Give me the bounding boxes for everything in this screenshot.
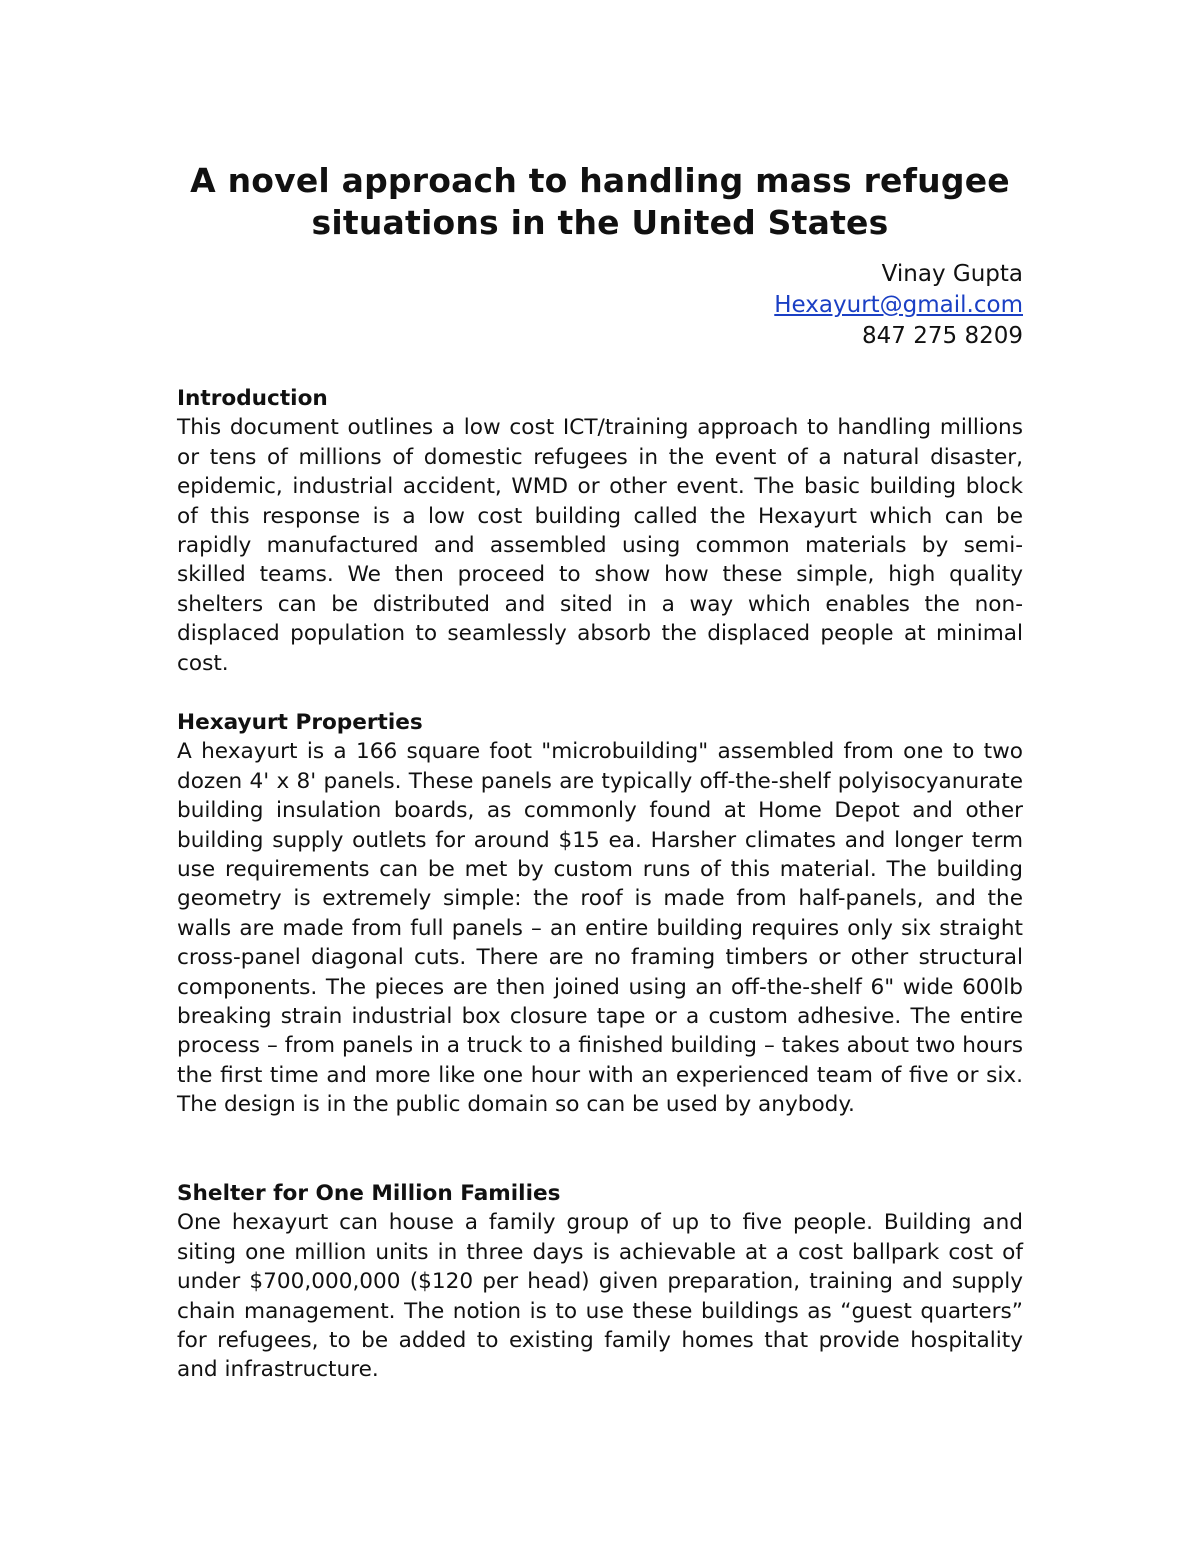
section-shelter-one-million-families bbox=[177, 1179, 1023, 1385]
section-heading: Hexayurt Properties bbox=[177, 710, 423, 735]
section-heading: Shelter for One Million Families bbox=[177, 1181, 561, 1206]
author-phone: 847 275 8209 bbox=[862, 323, 1023, 349]
section-body: A hexayurt is a 166 square foot "microbuilding" assembled from one to two dozen 4' x 8' panels. These panels are typically off-the-shelf polyisocyanurate building insulation boards, as commonly found at Home Depot and other building supply outlets for around $15 ea. Harsher climates and longer term use requirements can be met by custom runs of this material. The building geometry is extremely simple: the roof is made from half-panels, and the walls are made from full panels – an entire building requires only six straight cross-panel diagonal cuts. There are no framing timbers or other structural components. The pieces are then joined using an off-the-shelf 6" wide 600lb breaking strain industrial box closure tape or a custom adhesive. The entire process – from panels in a truck to a finished building – takes about two hours the first time and more like one hour with an experienced team of five or six. The design is in the public domain so can be used by anybody. bbox=[177, 739, 1023, 1118]
section-hexayurt-properties bbox=[177, 708, 1023, 1120]
section-body: One hexayurt can house a family group of up to five people. Building and siting one million units in three days is achievable at a cost ballpark cost of under $700,000,000 ($120 per head) given preparation, training and supply chain management. The notion is to use these buildings as “guest quarters” for refugees, to be added to existing family homes that provide hospitality and infrastructure. bbox=[177, 1210, 1023, 1383]
section-heading: Introduction bbox=[177, 386, 328, 411]
author-email-link[interactable]: Hexayurt@gmail.com bbox=[774, 292, 1023, 318]
author-block bbox=[600, 259, 1023, 352]
author-name: Vinay Gupta bbox=[881, 261, 1023, 287]
section-introduction bbox=[177, 384, 1023, 678]
section-body: This document outlines a low cost ICT/training approach to handling millions or tens of millions of domestic refugees in the event of a natural disaster, epidemic, industrial accident, WMD or other event. The basic building block of this response is a low cost building called the Hexayurt which can be rapidly manufactured and assembled using common materials by semi-skilled teams. We then proceed to show how these simple, high quality shelters can be distributed and sited in a way which enables the non-displaced population to seamlessly absorb the displaced people at minimal cost. bbox=[177, 415, 1023, 676]
document-title: A novel approach to handling mass refugee situations in the United States bbox=[190, 161, 1010, 243]
